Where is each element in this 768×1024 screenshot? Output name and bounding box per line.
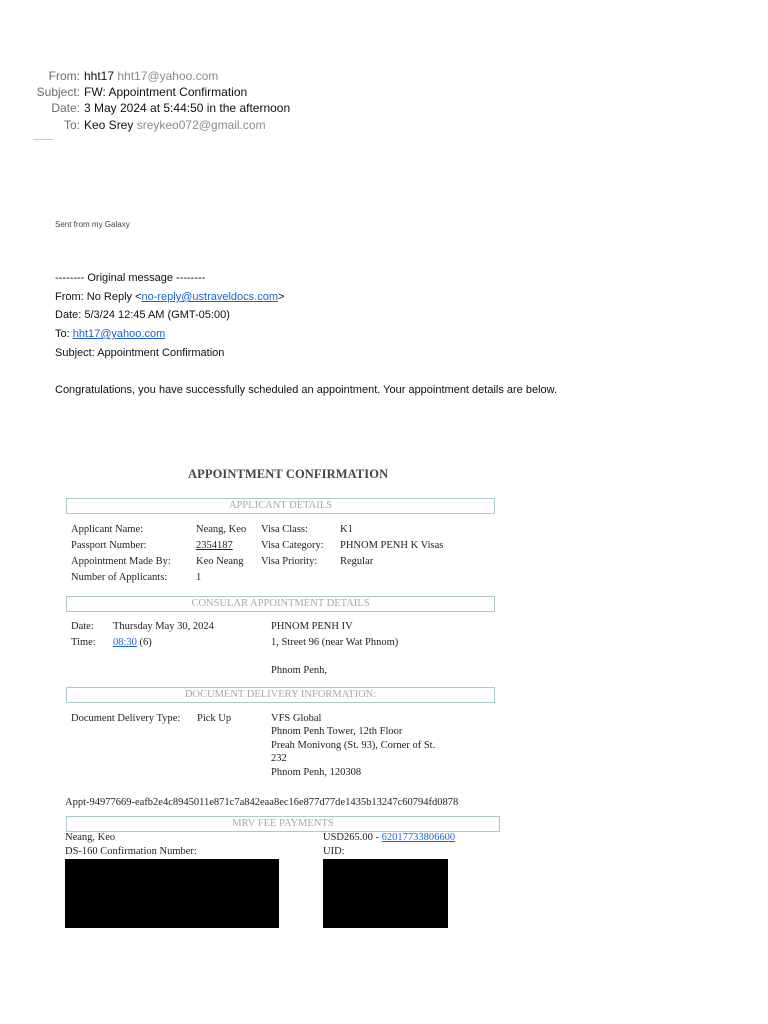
made-by-value: Keo Neang	[196, 556, 244, 567]
forward-from	[55, 290, 284, 304]
location-city: Phnom Penh,	[271, 665, 328, 676]
appointment-date-label: Date:	[71, 621, 94, 632]
forward-date: Date: 5/3/24 12:45 AM (GMT-05:00)	[55, 309, 230, 321]
visa-priority-label: Visa Priority:	[261, 556, 318, 567]
applicant-name-value: Neang, Keo	[196, 524, 247, 535]
passport-label: Passport Number:	[71, 540, 147, 551]
location-street: 1, Street 96 (near Wat Phnom)	[271, 637, 399, 648]
appointment-date-value: Thursday May 30, 2024	[113, 621, 214, 632]
delivery-type-value: Pick Up	[197, 713, 232, 724]
appointment-title: APPOINTMENT CONFIRMATION	[188, 467, 389, 481]
num-applicants-label: Number of Applicants:	[71, 572, 168, 583]
header-divider	[33, 139, 53, 140]
delivery-type-label: Document Delivery Type:	[71, 713, 181, 724]
visa-category-label: Visa Category:	[261, 540, 324, 551]
mrv-receipt-link[interactable]: 62017733806600	[381, 832, 456, 843]
subject-value: FW: Appointment Confirmation	[84, 85, 248, 99]
appointment-id: Appt-94977669-eafb2e4c8945011e871c7a842eaa8ec16e877d77de1435b13247c60794fd0878	[65, 797, 459, 808]
visa-class-label: Visa Class:	[261, 524, 308, 535]
forward-to-email-link[interactable]: hht17@yahoo.com	[72, 328, 166, 340]
to-row	[0, 117, 300, 133]
to-name: Keo Srey	[84, 118, 134, 132]
appointment-time-label: Time:	[71, 637, 96, 648]
uid-redaction-block	[323, 859, 448, 928]
to-label: To:	[63, 118, 80, 132]
mrv-applicant-name: Neang, Keo	[65, 832, 116, 843]
signature: Sent from my Galaxy	[55, 220, 130, 229]
forward-body: Congratulations, you have successfully scheduled an appointment. Your appointment details are below.	[55, 384, 558, 396]
forward-subject: Subject: Appointment Confirmation	[55, 347, 225, 359]
delivery-address-line-5: Phnom Penh, 120308	[271, 767, 362, 778]
applicant-details-header: APPLICANT DETAILS	[66, 498, 495, 514]
to-email[interactable]: sreykeo072@gmail.com	[136, 118, 266, 132]
visa-category-value: PHNOM PENH K Visas	[340, 540, 444, 551]
from-label: From:	[48, 69, 80, 83]
to-value[interactable]	[84, 117, 266, 133]
delivery-address-line-1: VFS Global	[271, 713, 322, 724]
forward-from-email-link[interactable]: no-reply@ustraveldocs.com	[141, 291, 278, 303]
mrv-amount: USD265.00 -	[323, 832, 382, 843]
ds160-redaction-block	[65, 859, 279, 928]
mrv-payment	[323, 831, 455, 845]
num-applicants-value: 1	[196, 572, 202, 583]
forward-from-suffix: >	[278, 291, 285, 303]
from-email[interactable]: hht17@yahoo.com	[117, 69, 219, 83]
date-value: 3 May 2024 at 5:44:50 in the afternoon	[84, 101, 291, 115]
from-row	[0, 68, 300, 84]
forward-to	[55, 327, 165, 341]
appointment-time-link[interactable]: 08:30	[113, 637, 137, 648]
date-row	[0, 100, 300, 116]
forward-separator: -------- Original message --------	[55, 272, 206, 284]
subject-label: Subject:	[36, 85, 80, 99]
location-name: PHNOM PENH IV	[271, 621, 353, 632]
forward-from-prefix: From: No Reply <	[55, 291, 142, 303]
passport-number-link[interactable]: 2354187	[196, 540, 233, 551]
made-by-label: Appointment Made By:	[71, 556, 171, 567]
delivery-info-header: DOCUMENT DELIVERY INFORMATION:	[66, 687, 495, 703]
mrv-fee-header: MRV FEE PAYMENTS	[66, 816, 500, 832]
appointment-time-value	[113, 636, 152, 650]
visa-class-value: K1	[340, 524, 353, 535]
forward-to-prefix: To:	[55, 328, 73, 340]
subject-row	[0, 84, 300, 100]
ds160-label: DS-160 Confirmation Number:	[65, 846, 197, 857]
visa-priority-value: Regular	[340, 556, 374, 567]
delivery-address-line-4: 232	[271, 753, 287, 764]
appointment-time-suffix: (6)	[136, 637, 152, 648]
delivery-address-line-2: Phnom Penh Tower, 12th Floor	[271, 726, 403, 737]
from-value[interactable]	[84, 68, 218, 84]
uid-label: UID:	[323, 846, 345, 857]
delivery-address-line-3: Preah Monivong (St. 93), Corner of St.	[271, 740, 436, 751]
applicant-name-label: Applicant Name:	[71, 524, 144, 535]
from-name: hht17	[84, 69, 115, 83]
date-label: Date:	[51, 101, 80, 115]
consular-details-header: CONSULAR APPOINTMENT DETAILS	[66, 596, 495, 612]
